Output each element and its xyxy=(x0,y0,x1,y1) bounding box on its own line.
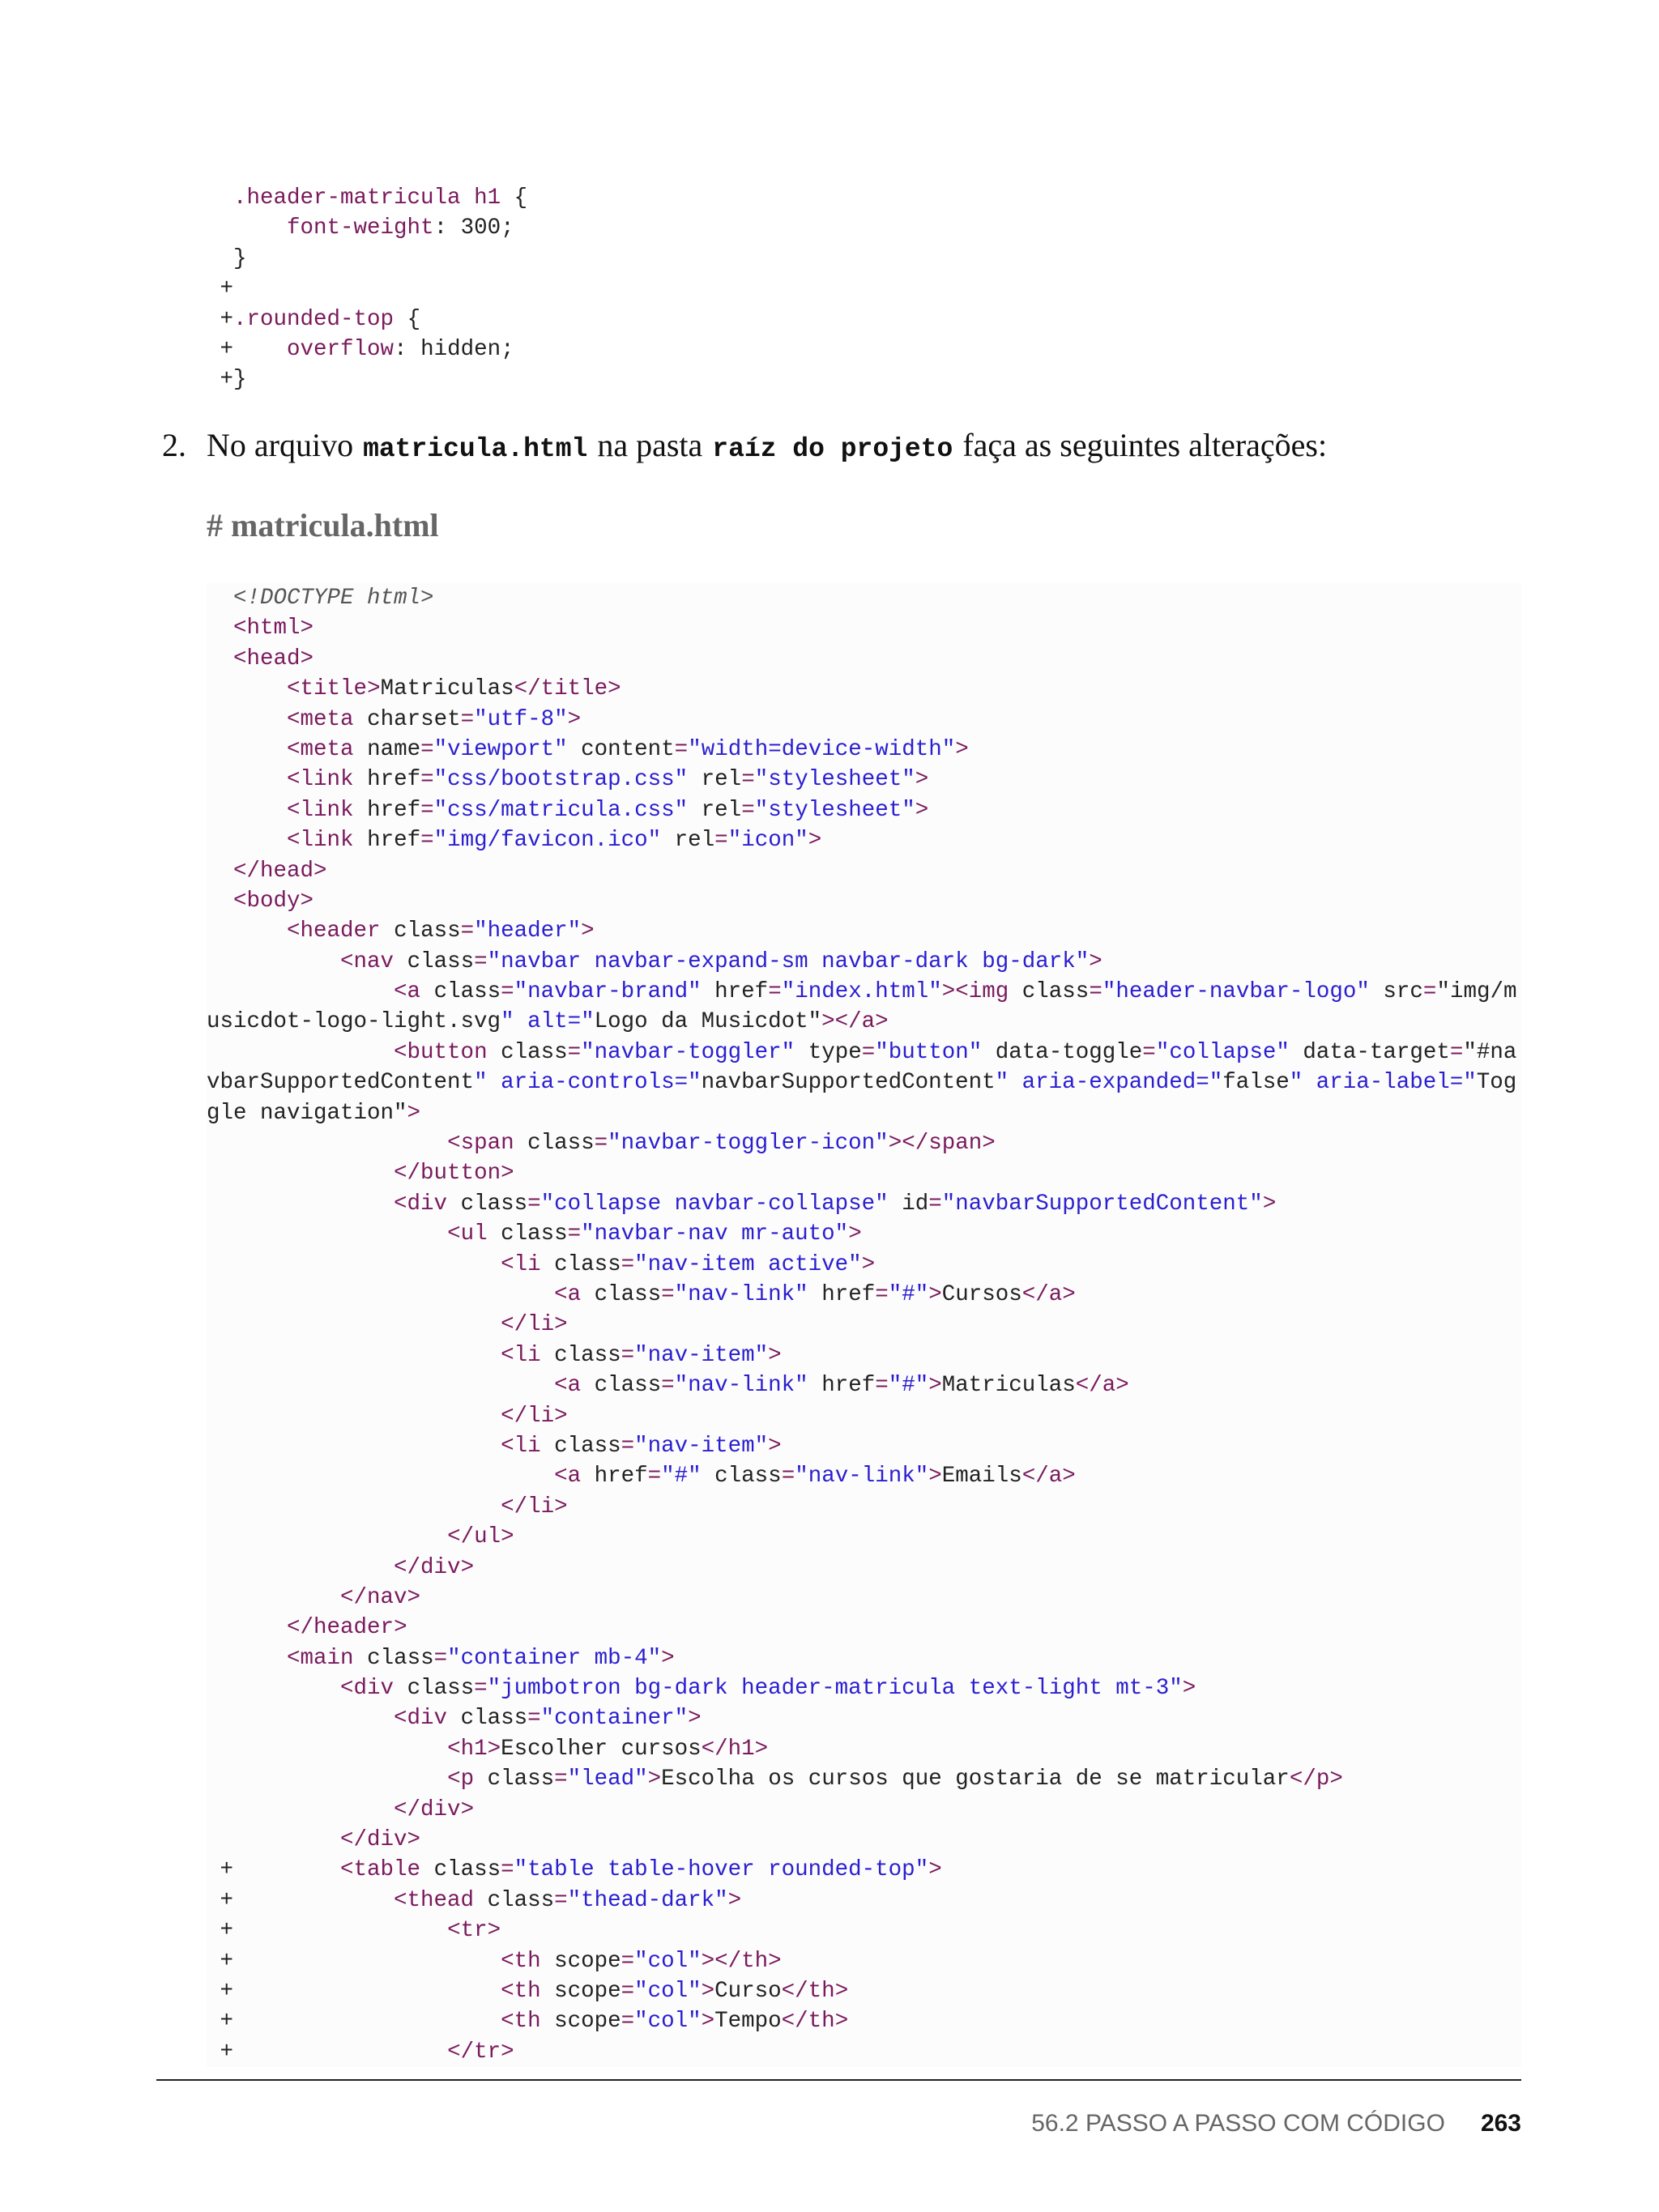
code-line: <li class="nav-item"> xyxy=(501,1342,782,1368)
code-line: </header> xyxy=(287,1615,407,1641)
code-line: + <th scope="col"></th> xyxy=(207,1948,782,1974)
file-heading: # matricula.html xyxy=(207,507,439,543)
code-line: <head> xyxy=(233,646,314,671)
code-line: </div> xyxy=(394,1796,475,1822)
code-line: <link href="img/favicon.ico" rel="icon"> xyxy=(287,828,822,854)
instruction-text-before: No arquivo xyxy=(207,427,354,463)
code-line: <title>Matriculas</title> xyxy=(287,676,621,702)
code-line: <li class="nav-item active"> xyxy=(501,1251,876,1277)
code-line: </ul> xyxy=(447,1524,514,1550)
code-line: font-weight: 300; xyxy=(287,215,514,241)
code-line: <a class="nav-link" href="#">Cursos</a> xyxy=(554,1281,1076,1307)
code-line: <button class="navbar-toggler" type="button" data-toggle="collapse" data-target="#na xyxy=(394,1039,1517,1065)
css-code-block xyxy=(207,183,1521,395)
code-line: <header class="header"> xyxy=(287,918,595,944)
code-line: + </tr> xyxy=(207,2039,514,2065)
code-line: + xyxy=(207,276,234,302)
code-line: usicdot-logo-light.svg" alt="Logo da Musicdot"></a> xyxy=(207,1009,889,1035)
code-line: .header-matricula h1 { xyxy=(233,185,528,211)
code-line: <!DOCTYPE html> xyxy=(207,586,434,611)
code-line: </div> xyxy=(394,1554,475,1580)
instruction-text-after: faça as seguintes alterações: xyxy=(962,427,1328,463)
code-line: } xyxy=(207,245,247,271)
footer-rule xyxy=(156,2079,1521,2081)
code-line: + <tr> xyxy=(207,1918,501,1944)
code-line: <a class="nav-link" href="#">Matriculas</a> xyxy=(554,1373,1129,1399)
code-line: <meta charset="utf-8"> xyxy=(287,706,582,732)
code-line: +} xyxy=(207,367,247,393)
code-line: <div class="container"> xyxy=(394,1706,702,1732)
code-line: <meta name="viewport" content="width=device-width"> xyxy=(287,736,969,762)
html-code-block xyxy=(207,583,1521,2067)
code-line: </li> xyxy=(501,1494,568,1519)
code-line: + overflow: hidden; xyxy=(207,336,514,362)
code-line: <html> xyxy=(233,616,314,641)
code-line: <div class="collapse navbar-collapse" id="navbarSupportedContent"> xyxy=(394,1191,1277,1217)
instruction-text-middle: na pasta xyxy=(597,427,703,463)
folder-name: raíz do projeto xyxy=(712,434,953,464)
code-line: <div class="jumbotron bg-dark header-matricula text-light mt-3"> xyxy=(340,1676,1196,1702)
code-line: + <th scope="col">Curso</th> xyxy=(207,1978,849,2004)
code-line: +.rounded-top { xyxy=(207,306,421,332)
code-line: <link href="css/bootstrap.css" rel="stylesheet"> xyxy=(287,767,929,793)
code-line: gle navigation"> xyxy=(207,1100,421,1126)
code-line: <ul class="navbar-nav mr-auto"> xyxy=(447,1221,862,1247)
page-footer xyxy=(1031,2110,1521,2137)
code-line: <nav class="navbar navbar-expand-sm navbar-dark bg-dark"> xyxy=(340,948,1102,974)
list-number: 2. xyxy=(162,427,186,463)
code-line: + <thead class="thead-dark"> xyxy=(207,1887,742,1913)
code-line: <link href="css/matricula.css" rel="stylesheet"> xyxy=(287,797,929,823)
code-line: <li class="nav-item"> xyxy=(501,1433,782,1459)
file-name: matricula.html xyxy=(363,434,588,464)
page-number: 263 xyxy=(1480,2110,1521,2137)
footer-section-title: 56.2 PASSO A PASSO COM CÓDIGO xyxy=(1031,2110,1445,2137)
step-2-instruction xyxy=(162,421,1327,474)
code-line: + <th scope="col">Tempo</th> xyxy=(207,2009,849,2035)
code-line: <span class="navbar-toggler-icon"></span> xyxy=(447,1131,996,1157)
code-line: <main class="container mb-4"> xyxy=(287,1645,675,1671)
code-line: </li> xyxy=(501,1312,568,1338)
code-line: <body> xyxy=(233,888,314,914)
code-line: vbarSupportedContent" aria-controls="navbarSupportedContent" aria-expanded="false" aria-label="Tog xyxy=(207,1070,1517,1096)
code-line: </nav> xyxy=(340,1584,421,1610)
code-line: </head> xyxy=(233,858,327,884)
code-line: <p class="lead">Escolha os cursos que gostaria de se matricular</p> xyxy=(447,1767,1343,1792)
code-line: <h1>Escolher cursos</h1> xyxy=(447,1736,769,1762)
code-line: <a href="#" class="nav-link">Emails</a> xyxy=(554,1464,1076,1490)
code-line: </button> xyxy=(394,1161,514,1187)
code-line: + <table class="table table-hover rounded-top"> xyxy=(207,1857,942,1883)
code-line: </li> xyxy=(501,1403,568,1429)
code-line: </div> xyxy=(340,1827,421,1853)
code-line: <a class="navbar-brand" href="index.html"><img class="header-navbar-logo" src="img/m xyxy=(394,979,1517,1005)
